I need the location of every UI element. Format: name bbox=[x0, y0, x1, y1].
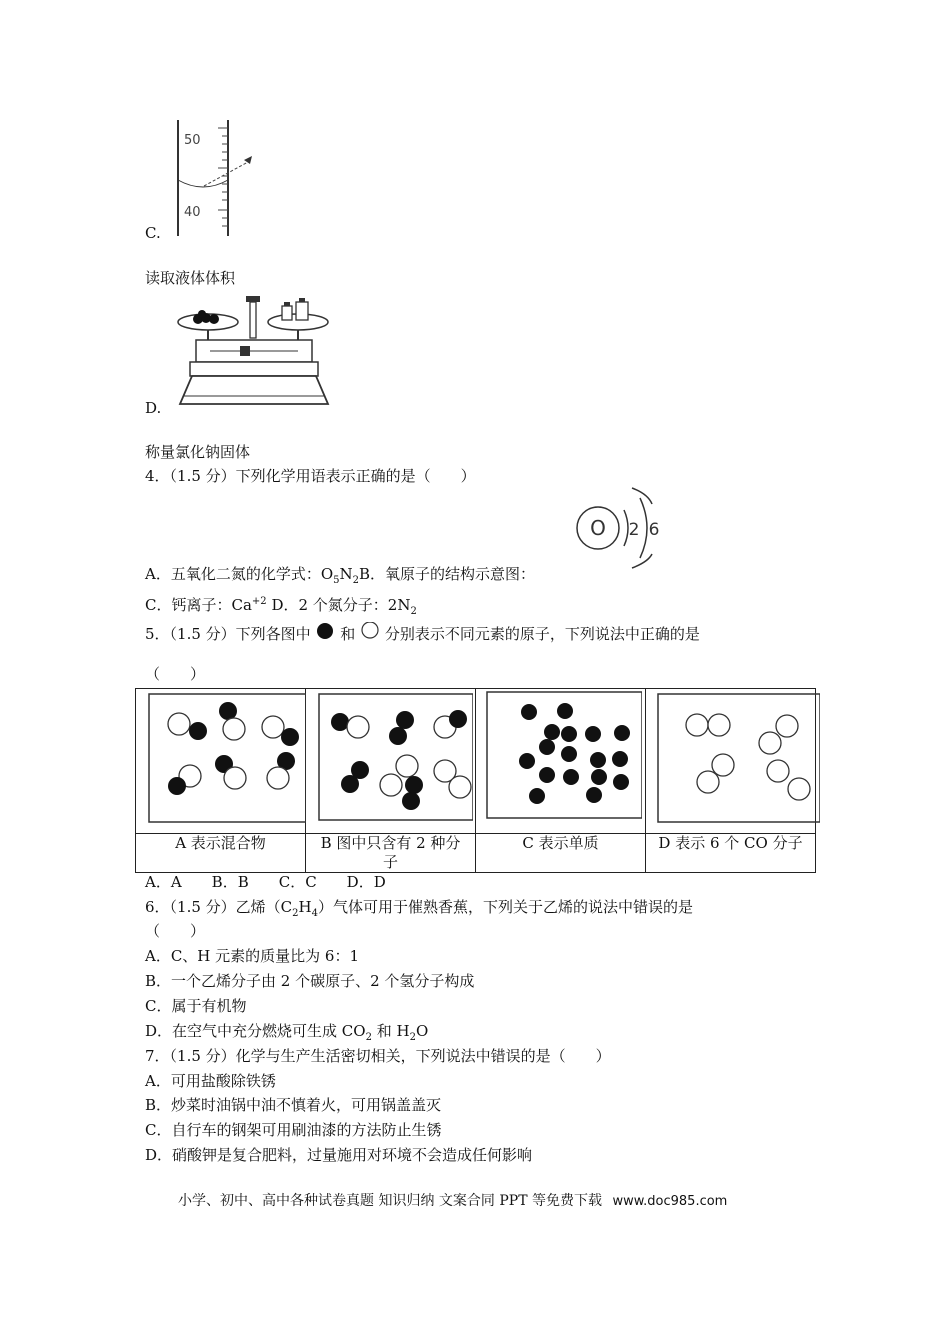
shell-electrons-1: 2 bbox=[628, 520, 640, 540]
model-box-a bbox=[136, 689, 306, 834]
option-c-caption: 读取液体体积 bbox=[145, 269, 236, 287]
model-box-b bbox=[306, 689, 476, 834]
q7-option-b: B．炒菜时油锅中油不慎着火，可用锅盖盖灭 bbox=[145, 1096, 442, 1114]
q5-stem-paren: （ ） bbox=[145, 665, 206, 683]
filled-atom-icon bbox=[315, 622, 335, 642]
q6-stem-paren: （ ） bbox=[145, 922, 206, 940]
q4-options-cd: C．钙离子：$Ca^{+2}$ D．2 个氮分子：$2N_2$ bbox=[145, 596, 417, 617]
cylinder-tick-50: 50 bbox=[184, 133, 201, 148]
option-d-caption: 称量氯化钠固体 bbox=[145, 443, 251, 461]
q4-stem: 4．（1.5 分）下列化学用语表示正确的是（ ） bbox=[145, 467, 476, 485]
page-footer bbox=[178, 1191, 727, 1212]
q6-option-a: A．C、H 元素的质量比为 6：1 bbox=[145, 947, 360, 965]
graduated-cylinder-figure bbox=[170, 118, 260, 238]
model-box-d bbox=[646, 689, 816, 834]
model-a-mixture bbox=[136, 689, 306, 829]
q6-option-c: C．属于有机物 bbox=[145, 997, 247, 1015]
caption-d: D 表示 6 个 CO 分子 bbox=[646, 834, 816, 873]
q6-option-d: D．在空气中充分燃烧可生成 $CO_2$ 和 $H_2O$ bbox=[145, 1022, 429, 1043]
option-d-label: D. bbox=[145, 399, 162, 417]
caption-c: C 表示单质 bbox=[476, 834, 646, 873]
q5-stem: 5．（1.5 分）下列各图中 和 分别表示不同元素的原子，下列说法中正确的是 bbox=[145, 622, 700, 644]
q4-options-ab: A．五氧化二氮的化学式：$O_5N_2B$．氧原子的结构示意图： bbox=[145, 565, 536, 586]
option-c-label: C. bbox=[145, 224, 161, 242]
footer-url[interactable]: www.doc985.com bbox=[612, 1194, 728, 1209]
q7-option-d: D．硝酸钾是复合肥料，过量施用对环境不会造成任何影响 bbox=[145, 1146, 533, 1164]
caption-b: B 图中只含有 2 种分子 bbox=[306, 834, 476, 873]
footer-text: 小学、初中、高中各种试卷真题 知识归纳 文案合同 PPT 等免费下载 bbox=[178, 1193, 602, 1209]
model-b-molecules bbox=[306, 689, 473, 829]
cylinder-tick-40: 40 bbox=[184, 205, 201, 220]
q6-option-b: B．一个乙烯分子由 2 个碳原子、2 个氢分子构成 bbox=[145, 972, 475, 990]
q5-answers: A．A B．B C．C D．D bbox=[145, 873, 386, 891]
atom-nucleus-label: O bbox=[590, 516, 606, 540]
shell-electrons-2: 6 bbox=[648, 520, 660, 540]
molecule-model-table bbox=[135, 688, 816, 873]
eye-icon bbox=[244, 156, 252, 164]
oxygen-atom-structure-figure bbox=[572, 484, 664, 576]
caption-a: A 表示混合物 bbox=[136, 834, 306, 873]
model-c-element bbox=[476, 689, 642, 829]
hollow-atom-icon bbox=[360, 622, 380, 642]
q7-option-c: C．自行车的钢架可用刷油漆的方法防止生锈 bbox=[145, 1121, 442, 1139]
q6-stem: 6．（1.5 分）乙烯$(C_2H_4)$气体可用于催熟香蕉，下列关于乙烯的说法中错误的是 bbox=[145, 898, 694, 919]
model-d-molecules bbox=[646, 689, 820, 829]
q7-stem: 7．（1.5 分）化学与生产生活密切相关，下列说法中错误的是（ ） bbox=[145, 1047, 611, 1065]
balance-scale-figure bbox=[170, 292, 340, 412]
q7-option-a: A．可用盐酸除铁锈 bbox=[145, 1072, 276, 1090]
model-box-c bbox=[476, 689, 646, 834]
